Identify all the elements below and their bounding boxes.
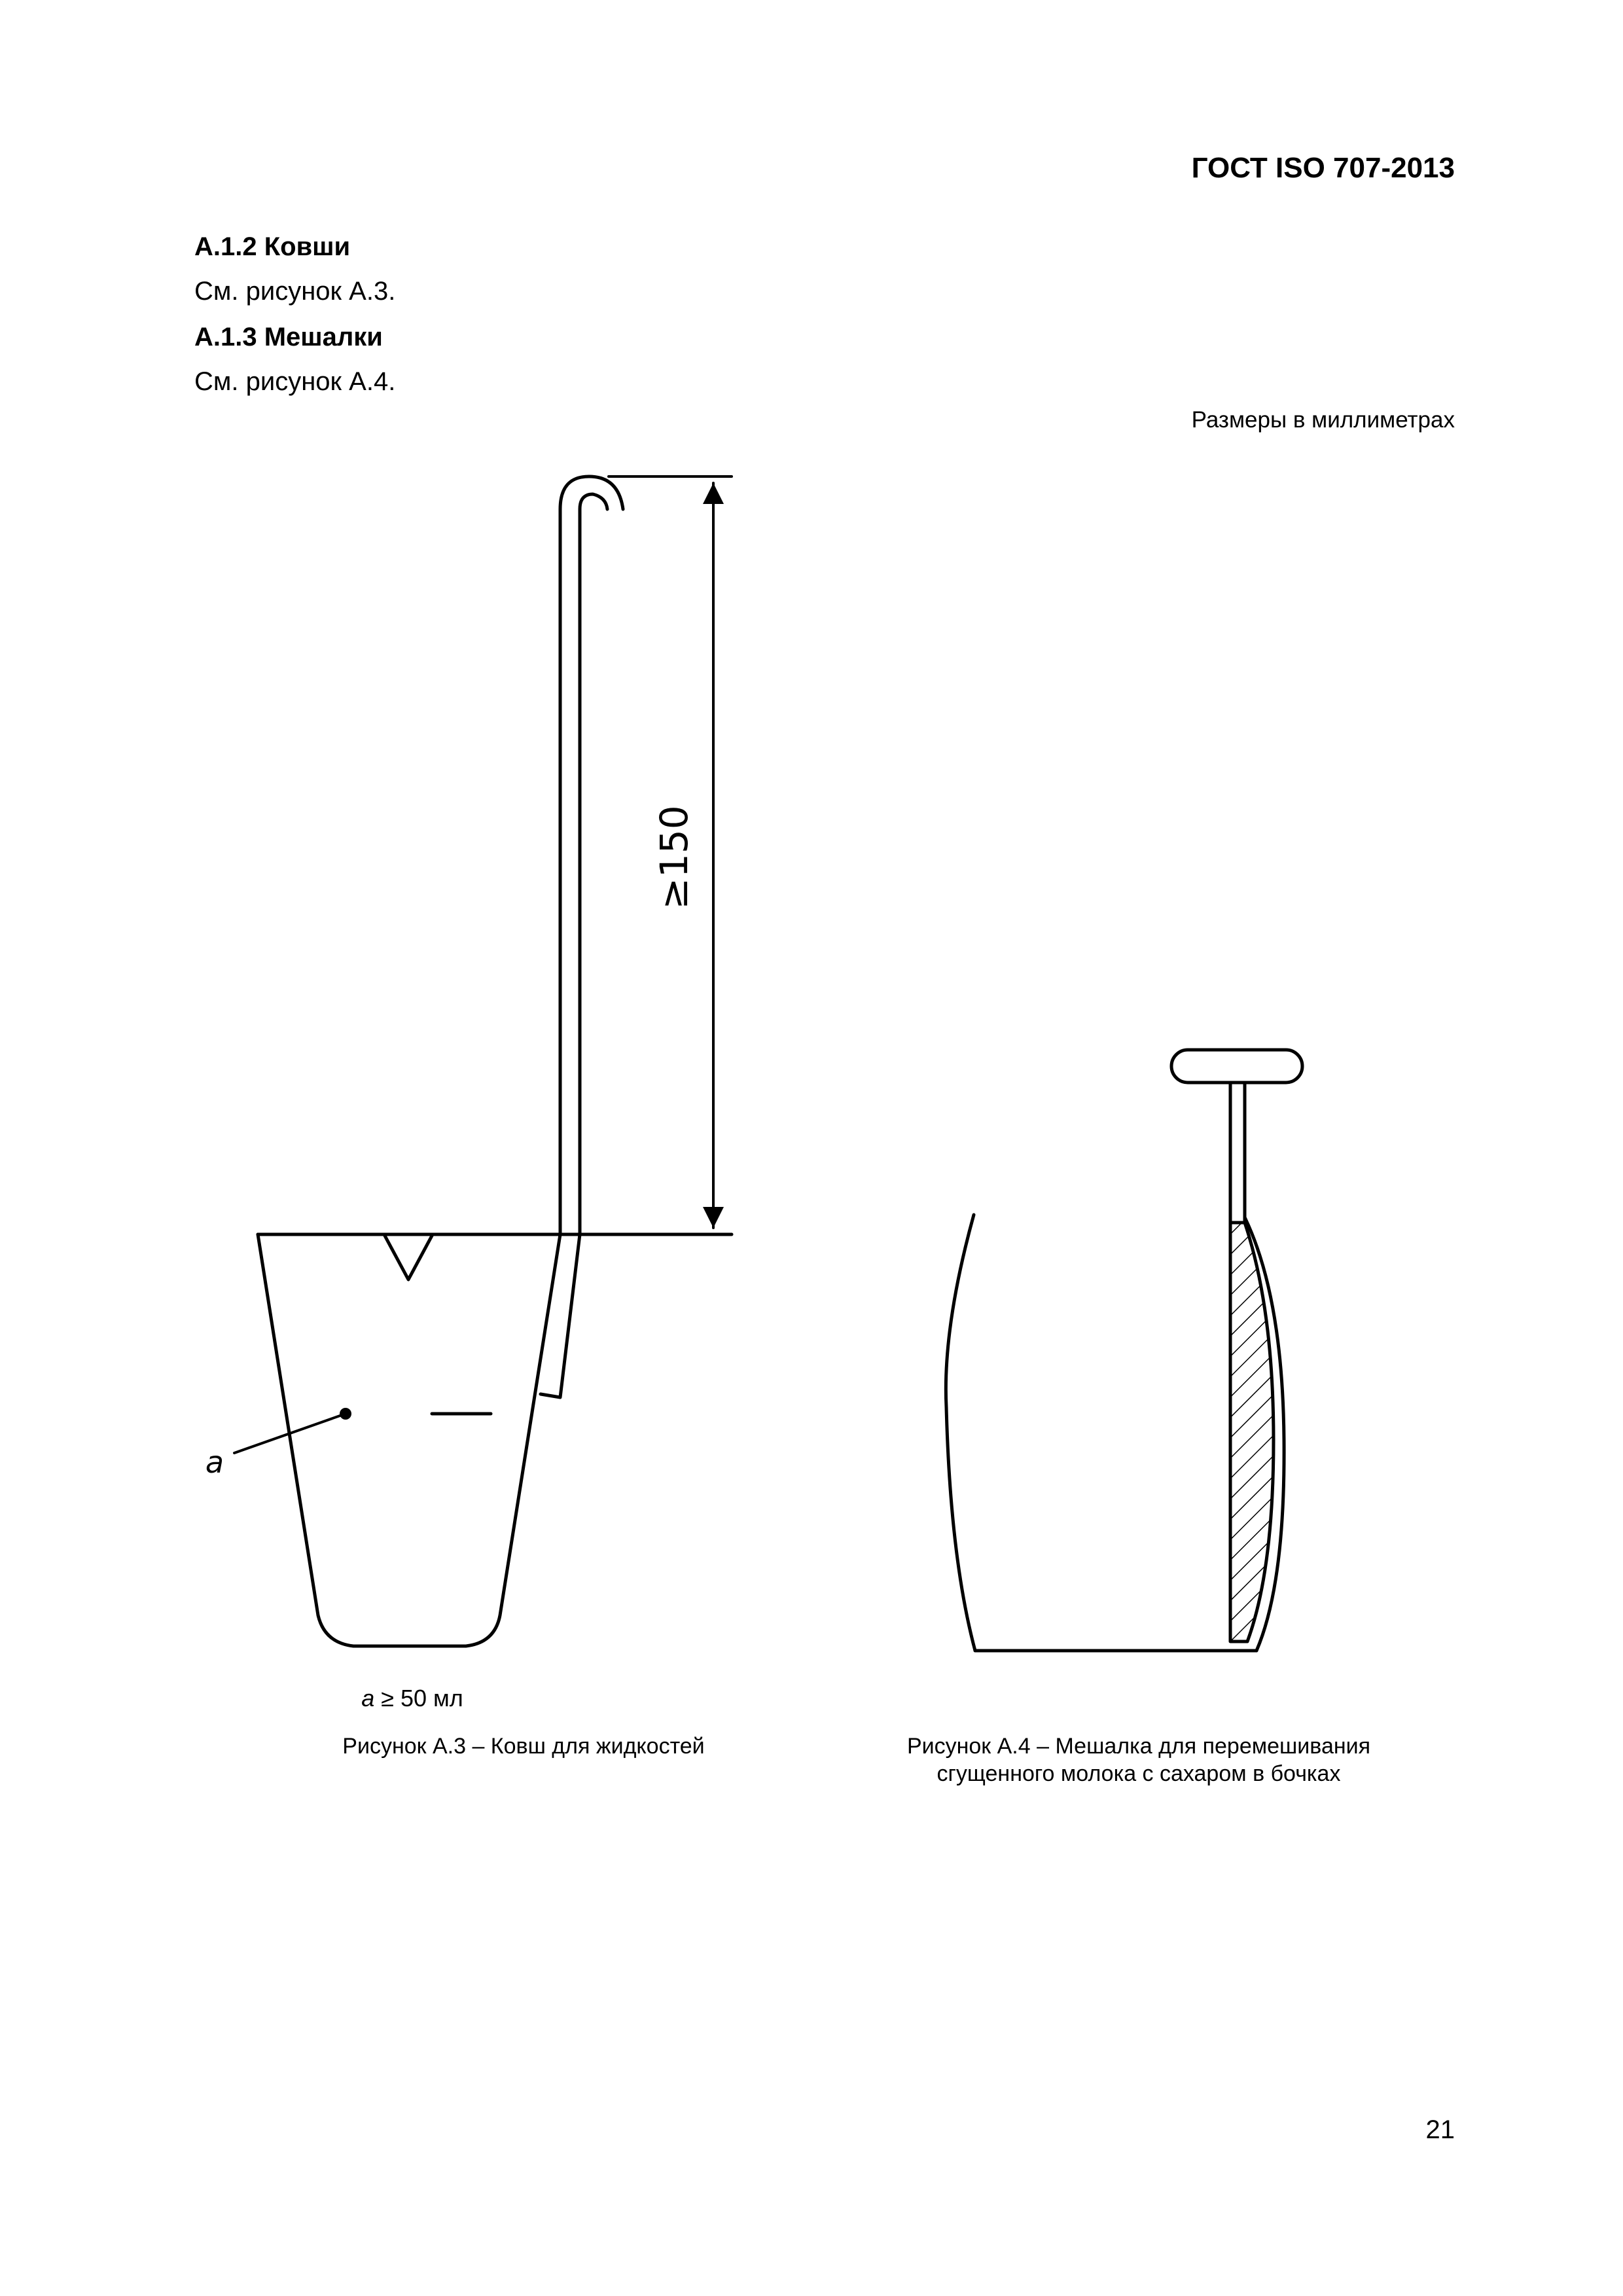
- callout-dot: [340, 1408, 351, 1420]
- ladle-figure: [234, 476, 732, 1646]
- document-standard-number: ГОСТ ISO 707-2013: [1191, 152, 1455, 184]
- dimensions-note: Размеры в миллиметрах: [1191, 407, 1455, 433]
- section-text-ladles: См. рисунок А.3.: [194, 277, 396, 306]
- callout-label-a: a: [205, 1444, 224, 1480]
- dimension-label-150: ≥150: [652, 805, 696, 910]
- stirrer-handle: [1171, 1050, 1302, 1083]
- ladle-handle-left: [560, 476, 623, 1234]
- figure-a3-caption: Рисунок А.3 – Ковш для жидкостей: [342, 1734, 705, 1759]
- ladle-volume-note: [0, 1685, 825, 1712]
- note-variable: a: [361, 1685, 375, 1712]
- ladle-handle-right: [580, 494, 607, 1234]
- ladle-spout: [385, 1236, 432, 1280]
- page-number: 21: [1425, 2115, 1455, 2144]
- figure-a4-caption-line2: сгущенного молока с сахаром в бочках: [936, 1761, 1341, 1786]
- figure-a4-caption: [812, 1732, 1466, 1787]
- note-text: ≥ 50 мл: [374, 1685, 463, 1712]
- barrel-left-wall: [946, 1215, 975, 1651]
- figure-a4-caption-line1: Рисунок А.4 – Мешалка для перемешивания: [906, 1734, 1371, 1759]
- section-heading-stirrers: А.1.3 Мешалки: [194, 323, 383, 351]
- section-text-stirrers: См. рисунок А.4.: [194, 367, 396, 396]
- section-heading-ladles: А.1.2 Ковши: [194, 232, 351, 261]
- ladle-cup: [258, 1234, 560, 1646]
